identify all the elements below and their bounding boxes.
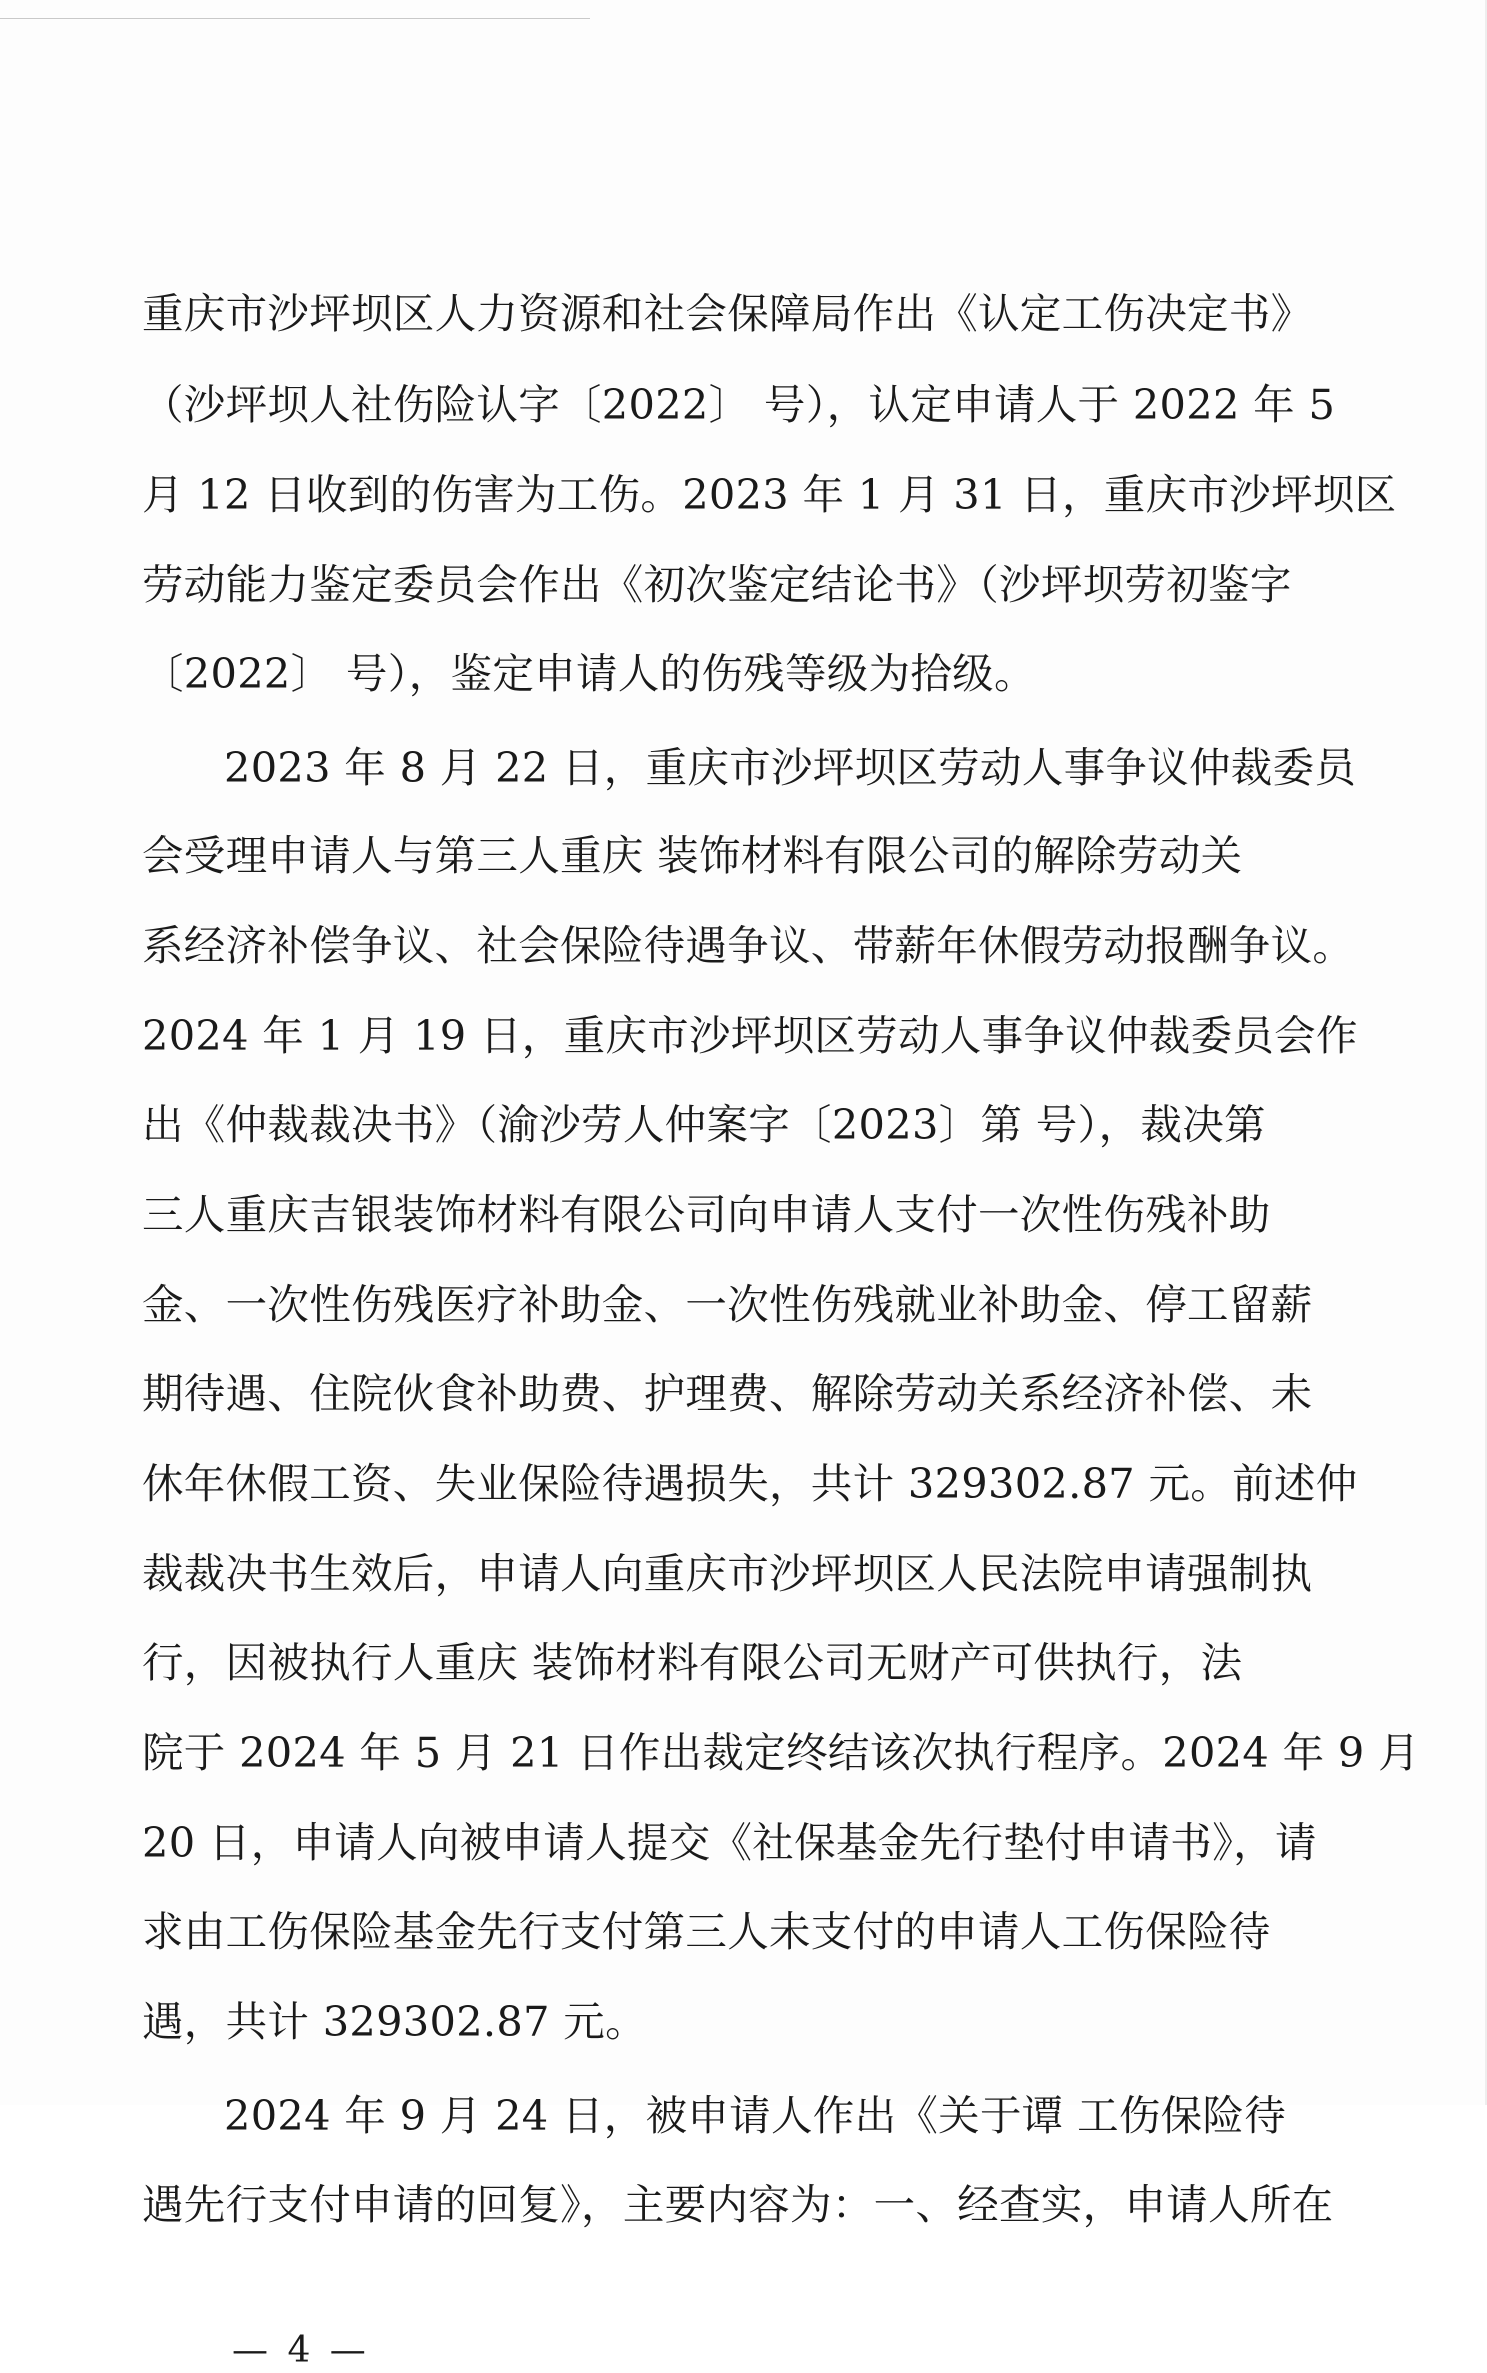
body-line-8: 系经济补偿争议、社会保险待遇争议、带薪年休假劳动报酬争议。 <box>142 921 1355 970</box>
body-line-3: 月 12 日收到的伤害为工伤。2023 年 1 月 31 日，重庆市沙坪坝区 <box>142 470 1397 519</box>
body-line-4: 劳动能力鉴定委员会作出《初次鉴定结论书》（沙坪坝劳初鉴字 <box>142 560 1292 609</box>
body-line-19: 求由工伤保险基金先行支付第三人未支付的申请人工伤保险待 <box>142 1907 1271 1956</box>
body-line-13: 期待遇、住院伙食补助费、护理费、解除劳动关系经济补偿、未 <box>142 1369 1313 1418</box>
body-line-5: 〔2022〕 号），鉴定申请人的伤残等级为拾级。 <box>142 649 1036 698</box>
body-line-11: 三人重庆吉银装饰材料有限公司向申请人支付一次性伤残补助 <box>142 1190 1271 1239</box>
body-line-1: 重庆市沙坪坝区人力资源和社会保障局作出《认定工伤决定书》 <box>142 289 1313 338</box>
body-line-14: 休年休假工资、失业保险待遇损失，共计 329302.87 元。前述仲 <box>142 1459 1358 1508</box>
body-line-21: 2024 年 9 月 24 日，被申请人作出《关于谭 工伤保险待 <box>224 2091 1287 2140</box>
page-number: — 4 — <box>232 2330 370 2371</box>
body-line-20: 遇，共计 329302.87 元。 <box>142 1997 647 2046</box>
body-line-6: 2023 年 8 月 22 日，重庆市沙坪坝区劳动人事争议仲裁委员 <box>224 743 1357 792</box>
scan-edge-line <box>0 18 590 19</box>
body-line-7: 会受理申请人与第三人重庆 装饰材料有限公司的解除劳动关 <box>142 831 1243 880</box>
body-line-16: 行，因被执行人重庆 装饰材料有限公司无财产可供执行，法 <box>142 1638 1243 1687</box>
body-line-2: （沙坪坝人社伤险认字〔2022〕 号），认定申请人于 2022 年 5 <box>142 380 1336 429</box>
body-line-12: 金、一次性伤残医疗补助金、一次性伤残就业补助金、停工留薪 <box>142 1280 1313 1329</box>
body-line-18: 20 日，申请人向被申请人提交《社保基金先行垫付申请书》，请 <box>142 1818 1317 1867</box>
body-line-10: 出《仲裁裁决书》（渝沙劳人仲案字〔2023〕第 号），裁决第 <box>142 1100 1266 1149</box>
body-line-15: 裁裁决书生效后，申请人向重庆市沙坪坝区人民法院申请强制执 <box>142 1549 1313 1598</box>
body-line-22: 遇先行支付申请的回复》，主要内容为：一、经查实，申请人所在 <box>142 2180 1334 2229</box>
body-line-17: 院于 2024 年 5 月 21 日作出裁定终结该次执行程序。2024 年 9 月 <box>142 1728 1420 1777</box>
body-line-9: 2024 年 1 月 19 日，重庆市沙坪坝区劳动人事争议仲裁委员会作 <box>142 1011 1358 1060</box>
